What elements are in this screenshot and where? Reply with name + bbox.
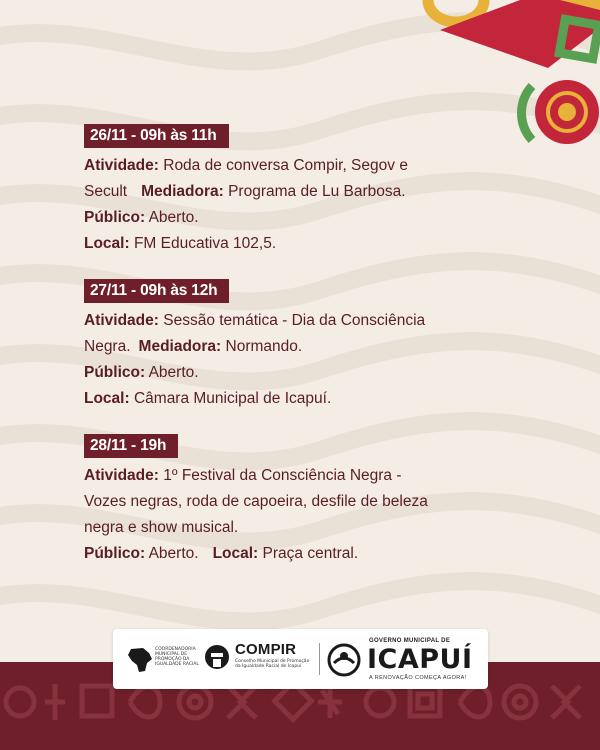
- event-activity-line: [84, 153, 544, 179]
- audience-value: Aberto.: [145, 545, 199, 562]
- location-label: Local:: [212, 545, 259, 562]
- activity-value: Sessão temática - Dia da Consciência: [158, 312, 426, 329]
- event-activity-line: [84, 308, 544, 334]
- compir-name: COMPIR: [235, 641, 297, 658]
- logo-divider: [319, 643, 320, 675]
- mediator-value: Programa de Lu Barbosa.: [223, 183, 406, 200]
- event-28-11: [84, 434, 544, 567]
- activity-label: Atividade:: [84, 467, 159, 484]
- government-label: GOVERNO MUNICIPAL DE: [369, 638, 451, 644]
- event-location-line: [84, 386, 544, 412]
- event-activity-line: [84, 463, 544, 489]
- event-date-tag: 27/11 - 09h às 12h: [84, 279, 229, 303]
- mediator-value: Normando.: [221, 338, 303, 355]
- icapui-government-logo: [327, 635, 483, 683]
- igualdade-racial-text: COORDENADORIA MUNICIPAL DE PROMOÇÃO DA IGUALDADE RACIAL: [155, 647, 199, 667]
- mediator-label: Mediadora:: [141, 183, 224, 200]
- event-date-tag: 28/11 - 19h: [84, 434, 178, 458]
- mediator-label: Mediadora:: [138, 338, 222, 355]
- audience-value: Aberto.: [145, 364, 199, 381]
- africa-map-icon: [125, 645, 155, 675]
- activity-value: Roda de conversa Compir, Segov e: [158, 157, 408, 174]
- event-27-11: [84, 279, 544, 412]
- location-value: Praça central.: [258, 545, 359, 562]
- compir-emblem-icon: [203, 643, 231, 675]
- event-activity-continuation: negra e show musical.: [84, 519, 239, 536]
- location-value: Câmara Municipal de Icapuí.: [129, 390, 332, 407]
- event-mediator-line: [84, 334, 544, 360]
- icapui-wordmark: ICAPUÍ: [367, 644, 473, 675]
- event-26-11: [84, 124, 544, 257]
- partner-logos-box: [113, 629, 488, 689]
- activity-value-continuation: Negra.: [84, 338, 131, 355]
- location-label: Local:: [84, 235, 130, 252]
- compir-logo: [203, 639, 313, 679]
- igualdade-racial-logo: [125, 643, 205, 677]
- activity-value: 1º Festival da Consciência Negra -: [158, 467, 402, 484]
- event-audience-location-line: [84, 541, 544, 567]
- event-audience-line: [84, 205, 544, 231]
- events-list: [84, 124, 544, 589]
- event-mediator-line: [84, 179, 544, 205]
- audience-value: Aberto.: [145, 209, 199, 226]
- activity-value-continuation: Secult: [84, 183, 128, 200]
- audience-label: Público:: [84, 209, 146, 226]
- activity-label: Atividade:: [84, 312, 159, 329]
- location-value: FM Educativa 102,5.: [129, 235, 277, 252]
- event-activity-continuation: Vozes negras, roda de capoeira, desfile de beleza: [84, 493, 428, 510]
- icapui-seal-icon: [327, 643, 361, 677]
- event-location-line: [84, 231, 544, 257]
- government-slogan: A RENOVAÇÃO COMEÇA AGORA!: [369, 675, 467, 681]
- location-label: Local:: [84, 390, 130, 407]
- event-date-tag: 26/11 - 09h às 11h: [84, 124, 229, 148]
- audience-label: Público:: [84, 545, 146, 562]
- audience-label: Público:: [84, 364, 146, 381]
- activity-label: Atividade:: [84, 157, 159, 174]
- event-audience-line: [84, 360, 544, 386]
- compir-subtitle: Conselho Municipal de Promoção da Igualdade Racial de Icapuí: [235, 659, 310, 669]
